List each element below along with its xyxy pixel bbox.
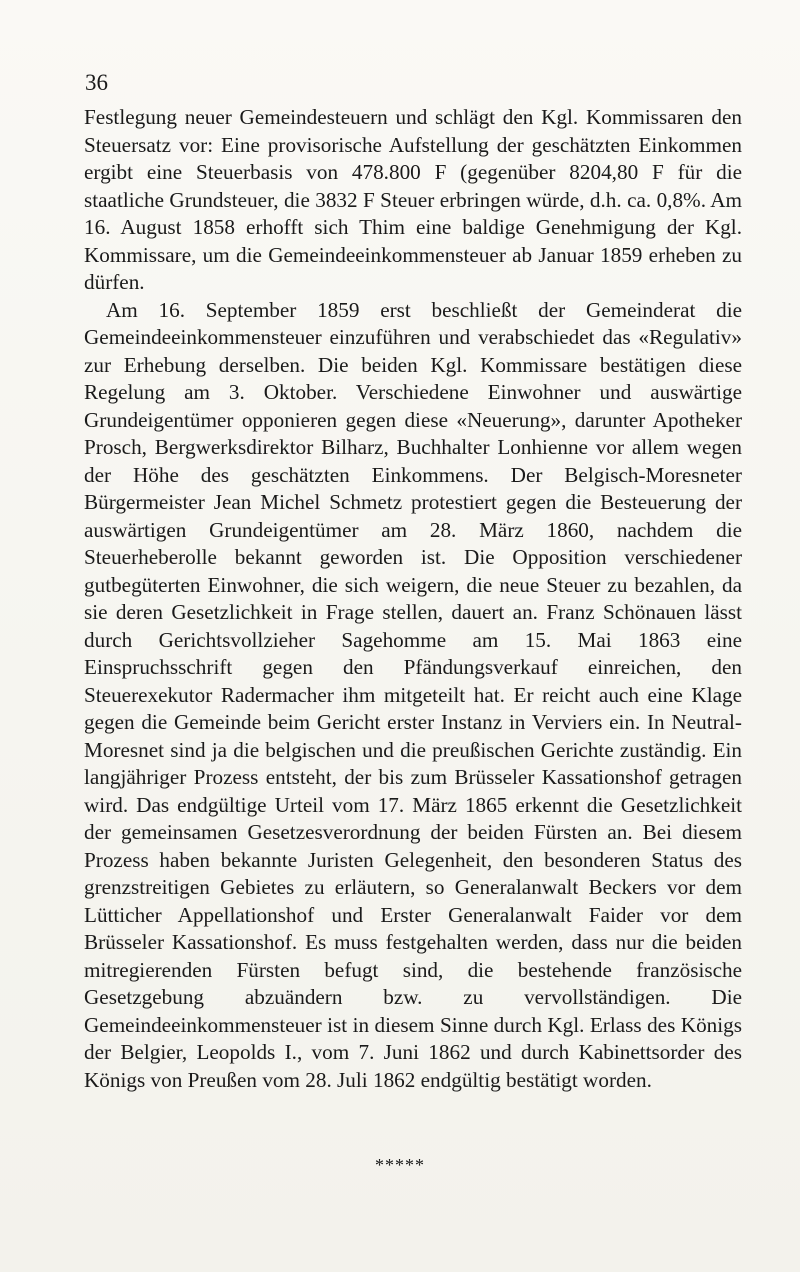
page-number: 36: [85, 70, 108, 95]
paragraph-1: Festlegung neuer Gemeindesteuern und schlägt den Kgl. Kommissaren den Steuersatz vor: Eine provisorische Aufstellung der geschätzten Einkommen ergibt eine Steuerbasis von 478.800 F (gegenüber 8204,80 F für die staatliche Grundsteuer, die 3832 F Steuer erbringen würde, d.h. ca. 0,8%. Am 16. August 1858 erhofft sich Thim eine baldige Genehmigung der Kgl. Kommissare, um die Gemeindeeinkommensteuer ab Januar 1859 erheben zu dürfen.: [84, 105, 742, 294]
body-text: [84, 104, 742, 1094]
section-separator: *****: [375, 1155, 425, 1175]
paragraph-2: Am 16. September 1859 erst beschließt der Gemeinderat die Gemeindeeinkommensteuer einzuführen und verabschiedet das «Regulativ» zur Erhebung derselben. Die beiden Kgl. Kommissare bestätigen diese Regelung am 3. Oktober. Verschiedene Einwohner und auswärtige Grundeigentümer opponieren gegen diese «Neuerung», darunter Apotheker Prosch, Bergwerksdirektor Bilharz, Buchhalter Lonhienne vor allem wegen der Höhe des geschätzten Einkommens. Der Belgisch-Moresneter Bürgermeister Jean Michel Schmetz protestiert gegen die Besteuerung der auswärtigen Grundeigentümer am 28. März 1860, nachdem die Steuerheberolle bekannt geworden ist. Die Opposition verschiedener gutbegüterten Einwohner, die sich weigern, die neue Steuer zu bezahlen, da sie deren Gesetzlichkeit in Frage stellen, dauert an. Franz Schönauen lässt durch Gerichtsvollzieher Sagehomme am 15. Mai 1863 eine Einspruchsschrift gegen den Pfändungsverkauf einreichen, den Steuerexekutor Radermacher ihm mitgeteilt hat. Er reicht auch eine Klage gegen die Gemeinde beim Gericht erster Instanz in Verviers ein. In Neutral-Moresnet sind ja die belgischen und die preußischen Gerichte zuständig. Ein langjähriger Prozess entsteht, der bis zum Brüsseler Kassationshof getragen wird. Das endgültige Urteil vom 17. März 1865 erkennt die Gesetzlichkeit der gemeinsamen Gesetzesverordnung der beiden Fürsten an. Bei diesem Prozess haben bekannte Juristen Gelegenheit, den besonderen Status des grenzstreitigen Gebietes zu erläutern, so Generalanwalt Beckers vor dem Lütticher Appellationshof und Erster Generalanwalt Faider vor dem Brüsseler Kassationshof. Es muss festgehalten werden, dass nur die beiden mitregierenden Fürsten befugt sind, die bestehende französische Gesetzgebung abzuändern bzw. zu vervollständigen. Die Gemeindeeinkommensteuer ist in diesem Sinne durch Kgl. Erlass des Königs der Belgier, Leopolds I., vom 7. Juni 1862 und durch Kabinettsorder des Königs von Preußen vom 28. Juli 1862 endgültig bestätigt worden.: [84, 297, 742, 1092]
